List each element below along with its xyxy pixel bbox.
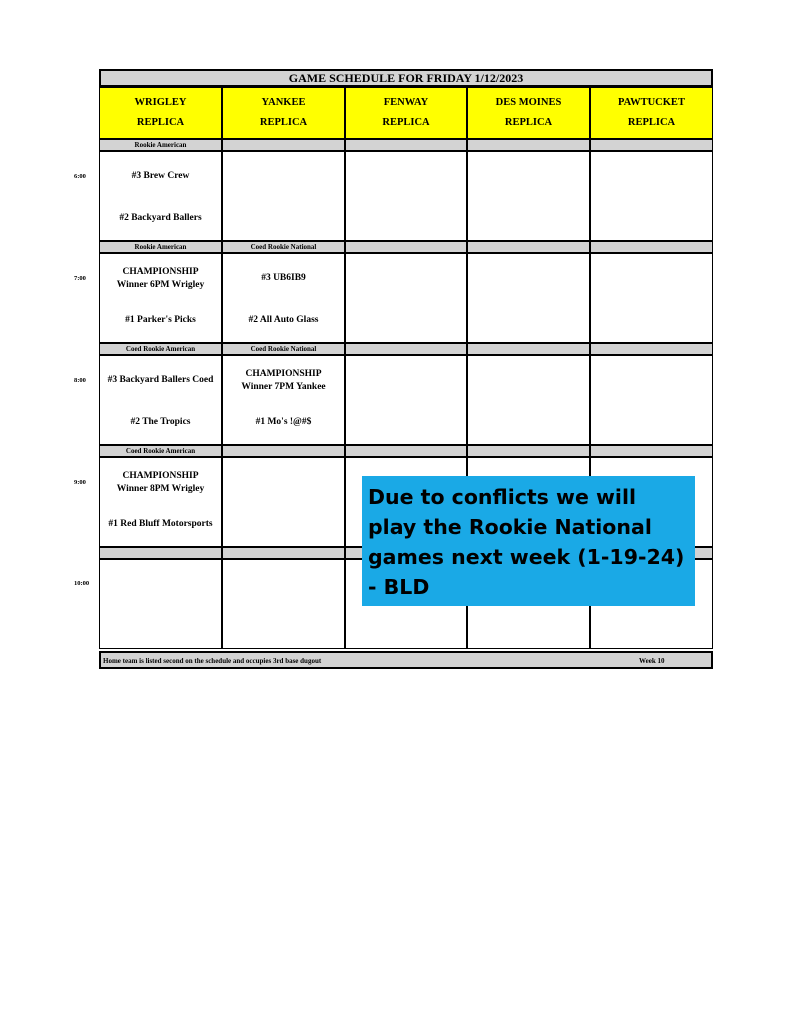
division-label — [345, 445, 467, 457]
division-label — [345, 241, 467, 253]
field-header-row — [99, 87, 713, 139]
division-label: Coed Rookie National — [222, 241, 345, 253]
game-cell — [222, 355, 345, 445]
division-label — [590, 343, 713, 355]
division-label — [590, 445, 713, 457]
division-row — [99, 241, 713, 253]
game-cell — [590, 355, 713, 445]
game-cell — [99, 355, 222, 445]
time-label: 7:00 — [74, 275, 86, 282]
game-cell — [345, 355, 467, 445]
division-label: Rookie American — [99, 139, 222, 151]
field-header — [590, 87, 713, 139]
field-subtitle: REPLICA — [136, 117, 185, 128]
field-subtitle: REPLICA — [627, 117, 676, 128]
field-name: PAWTUCKET — [618, 97, 685, 108]
home-team: #2 All Auto Glass — [248, 315, 319, 325]
game-cell — [345, 151, 467, 241]
game-cell — [467, 151, 590, 241]
field-subtitle: REPLICA — [504, 117, 553, 128]
game-cell — [99, 151, 222, 241]
field-subtitle: REPLICA — [382, 117, 430, 128]
division-label — [467, 139, 590, 151]
division-label — [345, 139, 467, 151]
game-cell — [467, 253, 590, 343]
time-label: 9:00 — [74, 479, 86, 486]
visiting-team: CHAMPIONSHIP Winner 7PM Yankee — [241, 369, 326, 392]
game-row — [99, 151, 713, 241]
division-row — [99, 139, 713, 151]
visiting-team: #3 Brew Crew — [131, 171, 190, 181]
division-label: Rookie American — [99, 241, 222, 253]
game-cell — [99, 253, 222, 343]
division-label — [99, 547, 222, 559]
notice-box: Due to conflicts we will play the Rookie National games next week (1-19-24) - BLD — [362, 476, 695, 606]
field-header — [222, 87, 345, 139]
home-team: #2 The Tropics — [130, 417, 191, 427]
game-cell — [99, 457, 222, 547]
division-label — [467, 343, 590, 355]
game-cell — [467, 355, 590, 445]
home-team: #1 Parker's Picks — [125, 315, 196, 325]
schedule-title: GAME SCHEDULE FOR FRIDAY 1/12/2023 — [99, 69, 713, 87]
time-label: 8:00 — [74, 377, 86, 384]
division-label — [467, 445, 590, 457]
field-header — [345, 87, 467, 139]
division-label: Coed Rookie American — [99, 343, 222, 355]
division-row — [99, 343, 713, 355]
footer-note: Home team is listed second on the schedule and occupies 3rd base dugout — [103, 657, 322, 665]
field-name: FENWAY — [383, 97, 429, 108]
game-cell — [345, 253, 467, 343]
division-label — [590, 139, 713, 151]
division-label — [345, 343, 467, 355]
game-row — [99, 355, 713, 445]
division-label: Coed Rookie American — [99, 445, 222, 457]
field-header — [99, 87, 222, 139]
game-cell — [222, 151, 345, 241]
game-cell — [222, 457, 345, 547]
home-team: #2 Backyard Ballers — [119, 213, 202, 223]
visiting-team: #3 Backyard Ballers Coed — [107, 375, 214, 385]
game-row — [99, 253, 713, 343]
division-label — [467, 241, 590, 253]
field-name: YANKEE — [261, 97, 306, 108]
game-cell — [222, 253, 345, 343]
week-label: Week 10 — [639, 657, 665, 665]
visiting-team: #3 UB6IB9 — [261, 273, 306, 283]
game-cell — [590, 253, 713, 343]
field-header — [467, 87, 590, 139]
game-cell — [99, 559, 222, 649]
field-name: DES MOINES — [495, 97, 562, 108]
division-row — [99, 445, 713, 457]
schedule-footer — [99, 651, 713, 669]
division-label — [222, 547, 345, 559]
time-label: 10:00 — [74, 580, 90, 587]
division-label — [222, 139, 345, 151]
game-cell — [590, 151, 713, 241]
visiting-team: CHAMPIONSHIP Winner 6PM Wrigley — [116, 267, 205, 290]
time-label: 6:00 — [74, 173, 86, 180]
home-team: #1 Red Bluff Motorsports — [108, 519, 213, 529]
game-cell — [222, 559, 345, 649]
division-label — [222, 445, 345, 457]
division-label — [590, 241, 713, 253]
visiting-team: CHAMPIONSHIP Winner 8PM Wrigley — [116, 471, 205, 494]
field-name: WRIGLEY — [134, 97, 187, 108]
home-team: #1 Mo's !@#$ — [255, 417, 312, 427]
field-subtitle: REPLICA — [259, 117, 308, 128]
division-label: Coed Rookie National — [222, 343, 345, 355]
